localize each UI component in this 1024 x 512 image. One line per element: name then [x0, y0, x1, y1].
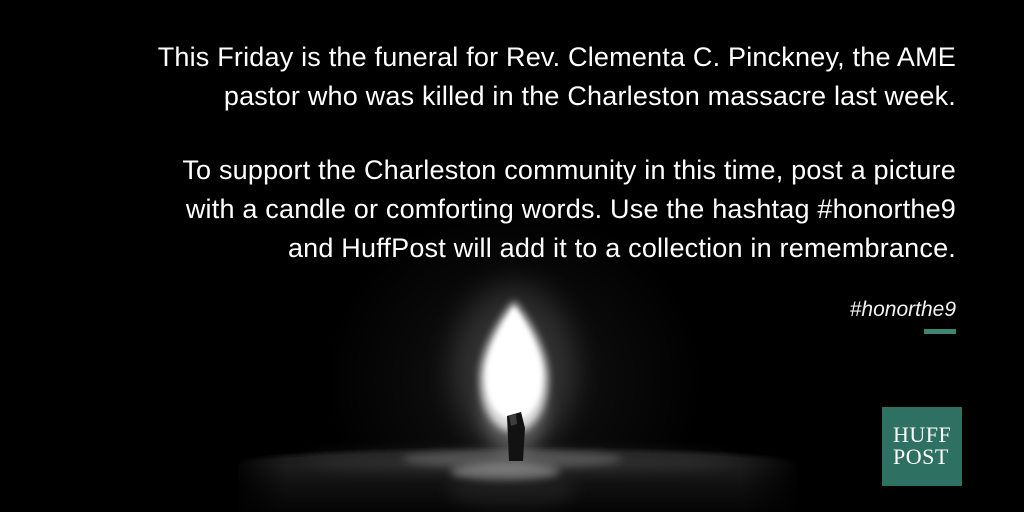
text-line: pastor who was killed in the Charleston massacre last week. — [223, 81, 956, 111]
text-line: This Friday is the funeral for Rev. Clementa C. Pinckney, the AME — [157, 42, 956, 72]
hashtag-underline — [924, 329, 956, 334]
candle-wick — [507, 412, 525, 461]
text-line: with a candle or comforting words. Use the hashtag #honorthe9 — [185, 194, 956, 224]
hashtag-label: #honorthe9 — [849, 298, 956, 321]
logo-text-post: POST — [893, 444, 949, 469]
logo-text-huff: HUFF — [893, 422, 952, 447]
text-line: and HuffPost will add it to a collection in remembrance. — [287, 233, 956, 263]
paragraph-1 — [60, 38, 956, 116]
huffpost-logo — [882, 407, 962, 486]
paragraph-2 — [60, 151, 956, 268]
hashtag-underline-row — [60, 322, 956, 334]
text-line: To support the Charleston community in this time, post a picture — [182, 155, 956, 185]
